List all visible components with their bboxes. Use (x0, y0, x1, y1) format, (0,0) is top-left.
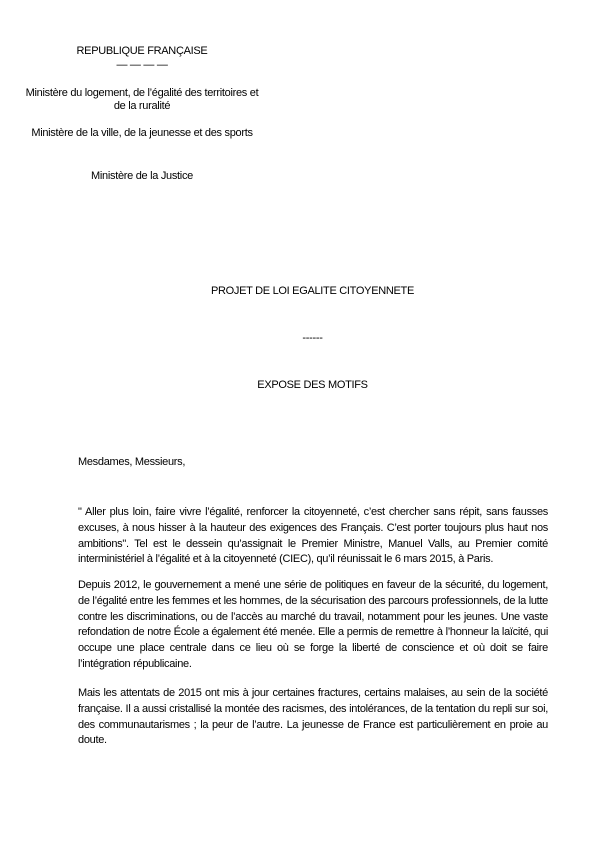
body-paragraph-3 (78, 686, 548, 759)
header-republique (22, 44, 262, 72)
salutation: Mesdames, Messieurs, (78, 456, 186, 468)
paragraph-text: Mais les attentats de 2015 ont mis à jour certaines fractures, certains malaises, au sein de la société française. Il a aussi cristallisé la montée des racismes, des intolérances, de la tentation du repli sur soi, des communautarismes ; la peur de l’autre. La jeunesse de France est particulièrement en proie au doute. (78, 687, 548, 747)
title-dashes: ------ (302, 332, 323, 344)
document-title: PROJET DE LOI EGALITE CITOYENNETE (210, 285, 415, 297)
header-separator: — — — — (116, 59, 168, 71)
paragraph-text: Depuis 2012, le gouvernement a mené une série de politiques en faveur de la sécurité, du logement, de l’égalité entre les femmes et les hommes, de la sécurisation des parcours professionnels, de la lutte contre les discriminations, ou de l’accès au marché du travail, notamment pour les jeunes. Une vaste refondation de notre École a également été menée. Elle a permis de remettre à l’honneur la laïcité, qui occupe une place centrale dans ce lieu où se forge la liberté de conscience et où doit se faire l’intégration républicaine. (78, 579, 548, 670)
ministere-ville: Ministère de la ville, de la jeunesse et des sports (31, 127, 253, 139)
section-heading: EXPOSE DES MOTIFS (257, 379, 368, 391)
ministere-logement: Ministère du logement, de l’égalité des territoires et de la ruralité (25, 87, 259, 112)
body-paragraph-1 (78, 505, 548, 578)
republique-label: REPUBLIQUE FRANÇAISE (76, 45, 208, 57)
body-paragraph-2 (78, 578, 548, 683)
ministere-justice: Ministère de la Justice (91, 170, 193, 182)
paragraph-text: " Aller plus loin, faire vivre l’égalité, renforcer la citoyenneté, c’est chercher sans répit, sans fausses excuses, à nous hisser à la hauteur des exigences des Français. C’est porter toujours plus haut nos ambitions". Tel est le dessein qu’assignait le Premier Ministre, Manuel Valls, au Premier comité interministériel à l’égalité et à la citoyenneté (CIEC), qu’il réunissait le 6 mars 2015, à Paris. (78, 506, 548, 566)
